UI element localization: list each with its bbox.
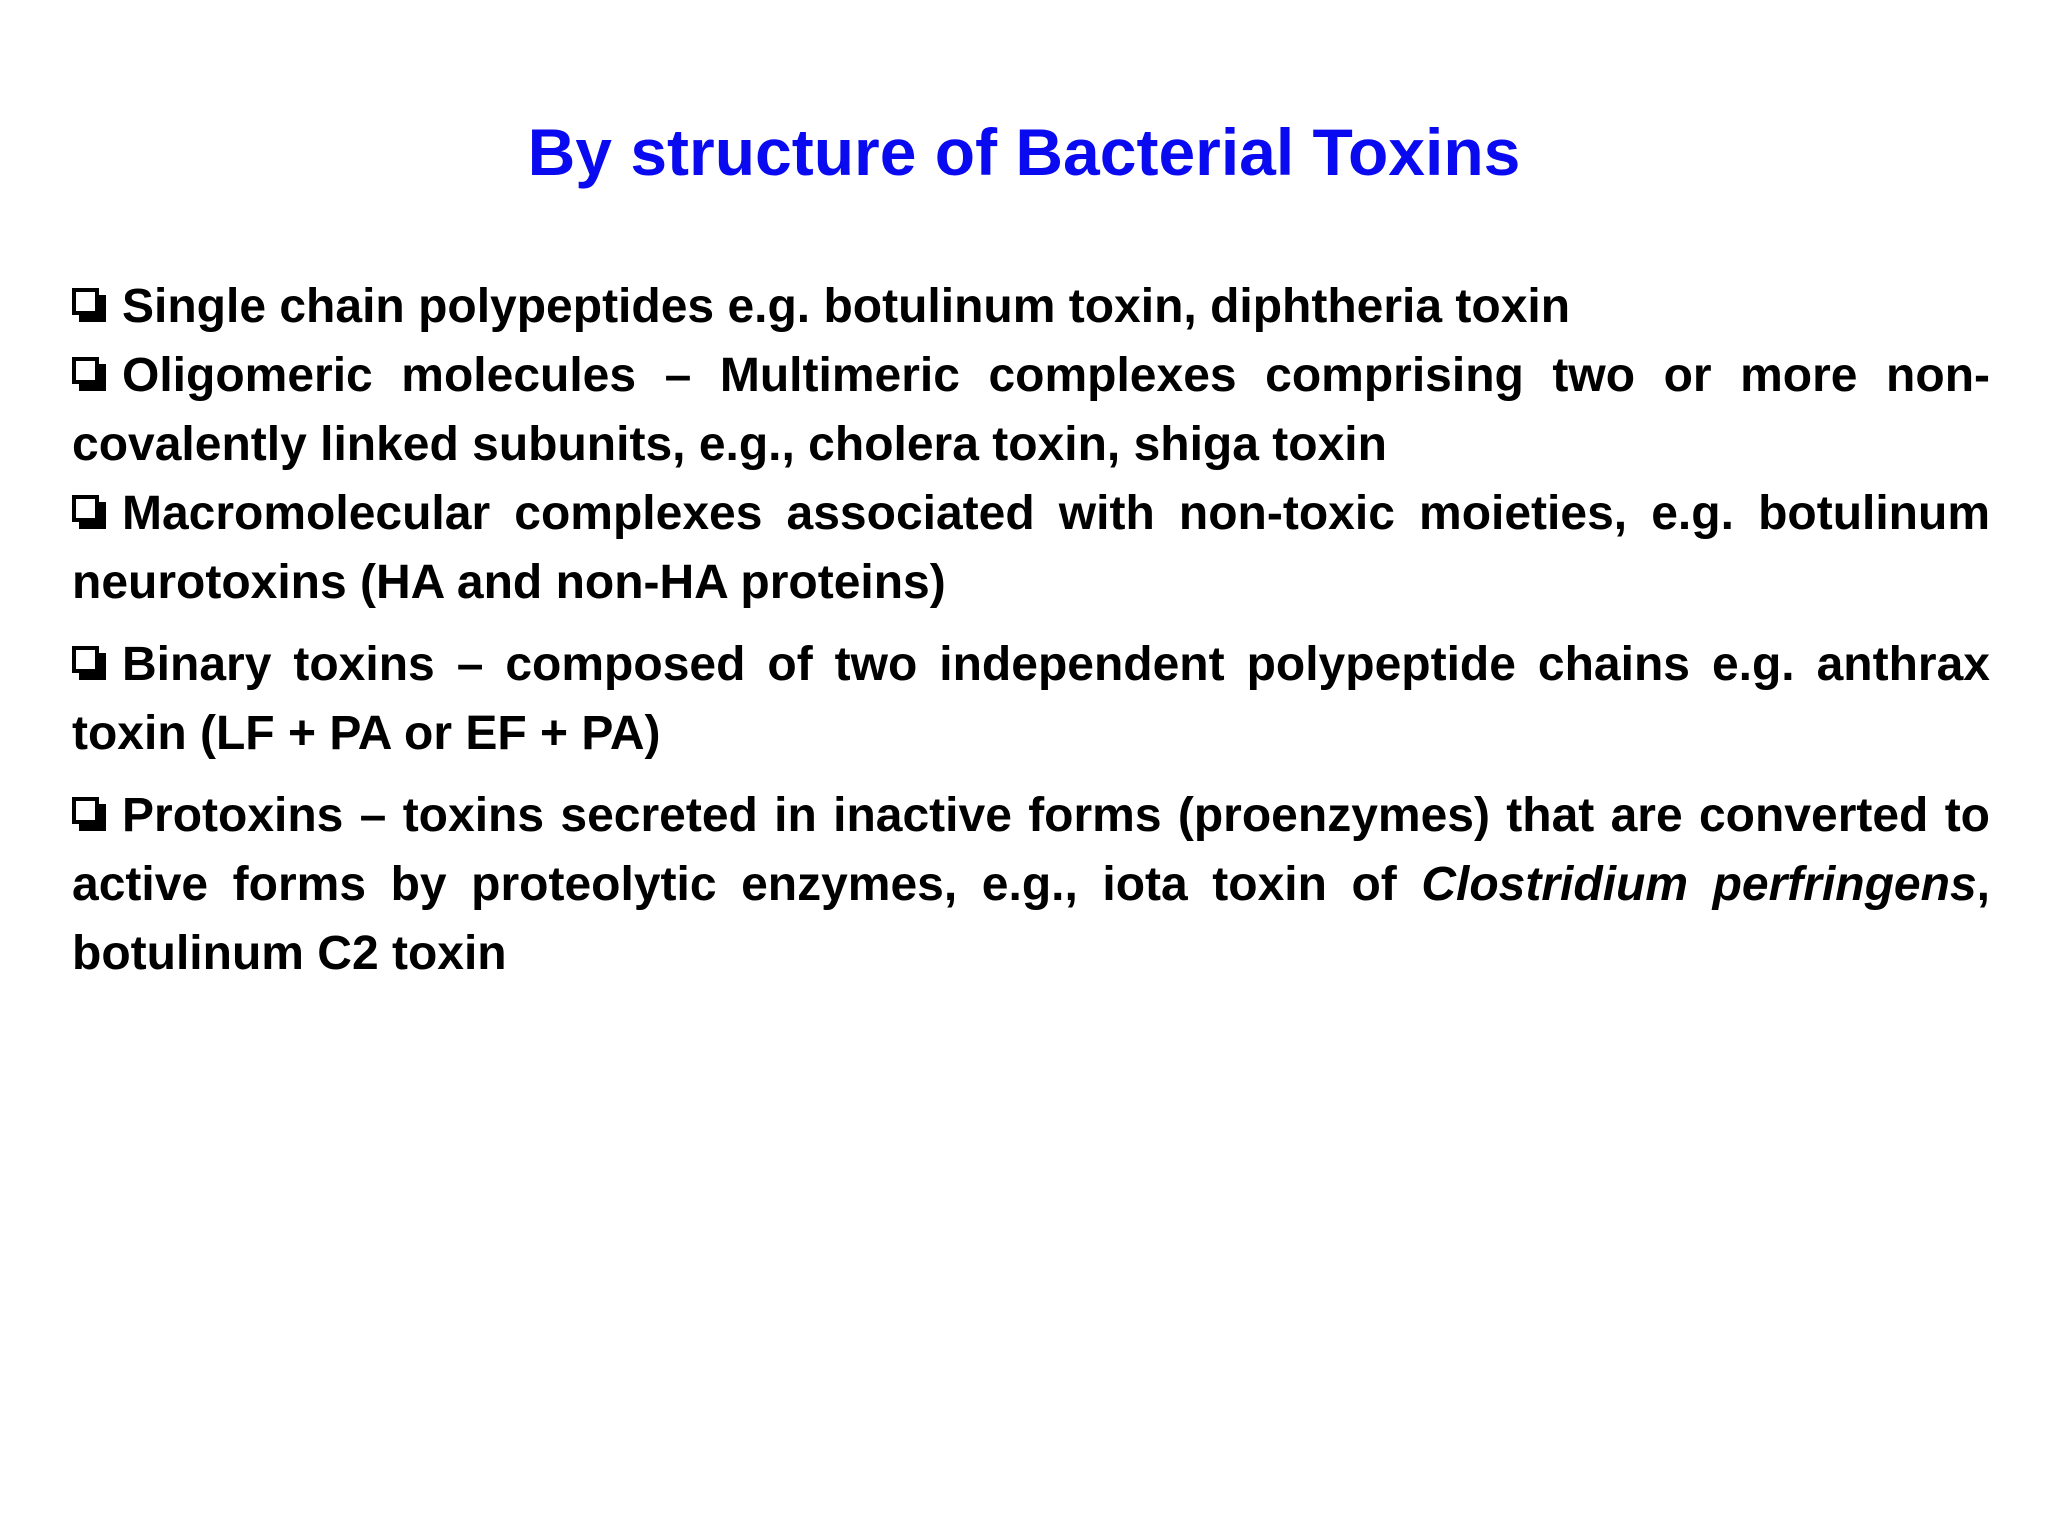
list-item [72, 630, 1990, 768]
species-name: Clostridium perfringens [1421, 858, 1977, 911]
checkbox-bullet-icon [72, 646, 108, 682]
bullet-list [72, 272, 1990, 988]
slide-title: By structure of Bacterial Toxins [527, 115, 1521, 189]
list-item-text: Macromolecular complexes associated with non-toxic moieties, e.g. botulinum neurotoxins (HA and non-HA proteins) [72, 487, 1990, 609]
list-item-text-before: Protoxins – toxins secreted in inactive forms (proenzymes) that are converted to active forms by proteolytic enzymes, e.g., iota toxin of [72, 789, 1990, 911]
list-item-text: Binary toxins – composed of two independent polypeptide chains e.g. anthrax toxin (LF + PA or EF + PA) [72, 638, 1990, 760]
checkbox-bullet-icon [72, 495, 108, 531]
checkbox-bullet-icon [72, 357, 108, 393]
list-item [72, 272, 1990, 341]
list-item [72, 341, 1990, 479]
checkbox-bullet-icon [72, 288, 108, 324]
list-item [72, 781, 1990, 988]
list-item [72, 479, 1990, 617]
list-item-text: Single chain polypeptides e.g. botulinum toxin, diphtheria toxin [122, 280, 1571, 333]
list-item-text-after: , botulinum C2 toxin [72, 858, 1990, 980]
checkbox-bullet-icon [72, 797, 108, 833]
list-item-text: Oligomeric molecules – Multimeric complexes comprising two or more non-covalently linked subunits, e.g., cholera toxin, shiga toxin [72, 349, 1990, 471]
